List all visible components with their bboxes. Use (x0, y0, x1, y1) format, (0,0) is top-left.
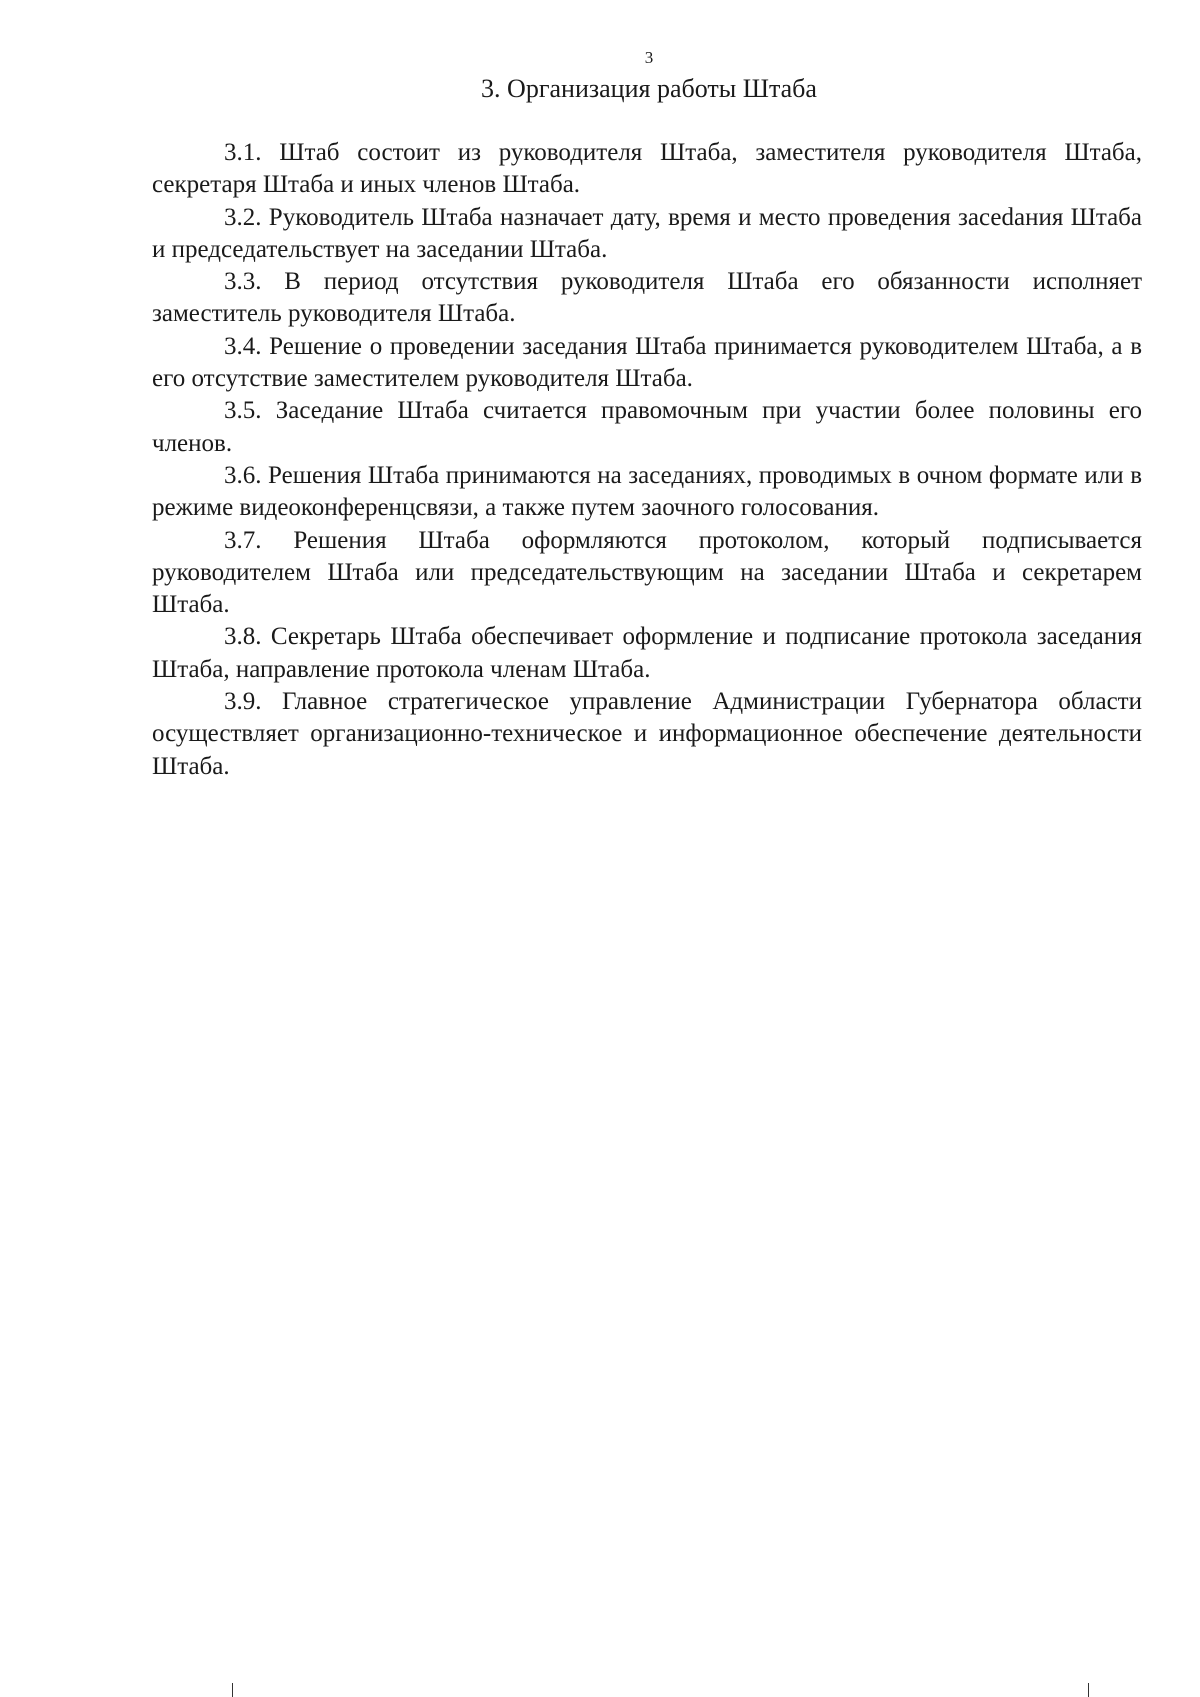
paragraph-3-6: 3.6. Решения Штаба принимаются на заседаниях, проводимых в очном формате или в режиме видеоконференцсвязи, а также путем заочного голосования. (152, 461, 1142, 522)
paragraph-3-2: 3.2. Руководитель Штаба назначает дату, время и место проведения засеdания Штаба и председательствует на заседании Штаба. (152, 203, 1142, 263)
paragraph-3-5: 3.5. Заседание Штаба считается правомочным при участии более половины его членов. (152, 397, 1142, 457)
paragraph-3-3: 3.3. В период отсутствия руководителя Штаба его обязанности исполняет заместитель руководителя Штаба. (152, 268, 1142, 328)
scan-edge-mark-right (1088, 1683, 1089, 1697)
body-text (152, 137, 1142, 783)
section-title: 3. Организация работы Штаба (481, 74, 817, 103)
page-number: 3 (644, 48, 654, 67)
paragraph-3-1: 3.1. Штаб состоит из руководителя Штаба, заместителя руководителя Штаба, секретаря Штаба и иных членов Штаба. (152, 139, 1142, 199)
paragraph-3-9: 3.9. Главное стратегическое управление Администрации Губернатора области осуществляет организационно-техническое и информационное обеспечение деятельности Штаба. (152, 688, 1142, 780)
scan-edge-mark-left (232, 1683, 233, 1697)
paragraph-3-4: 3.4. Решение о проведении заседания Штаба принимается руководителем Штаба, а в его отсутствие заместителем руководителя Штаба. (152, 332, 1142, 393)
paragraph-3-8: 3.8. Секретарь Штаба обеспечивает оформление и подписание протокола заседания Штаба, направление протокола членам Штаба. (152, 623, 1142, 683)
paragraph-3-7: 3.7. Решения Штаба оформляются протоколом, который подписывается руководителем Штаба или председательствующим на заседании Штаба и секретарем Штаба. (152, 526, 1142, 619)
